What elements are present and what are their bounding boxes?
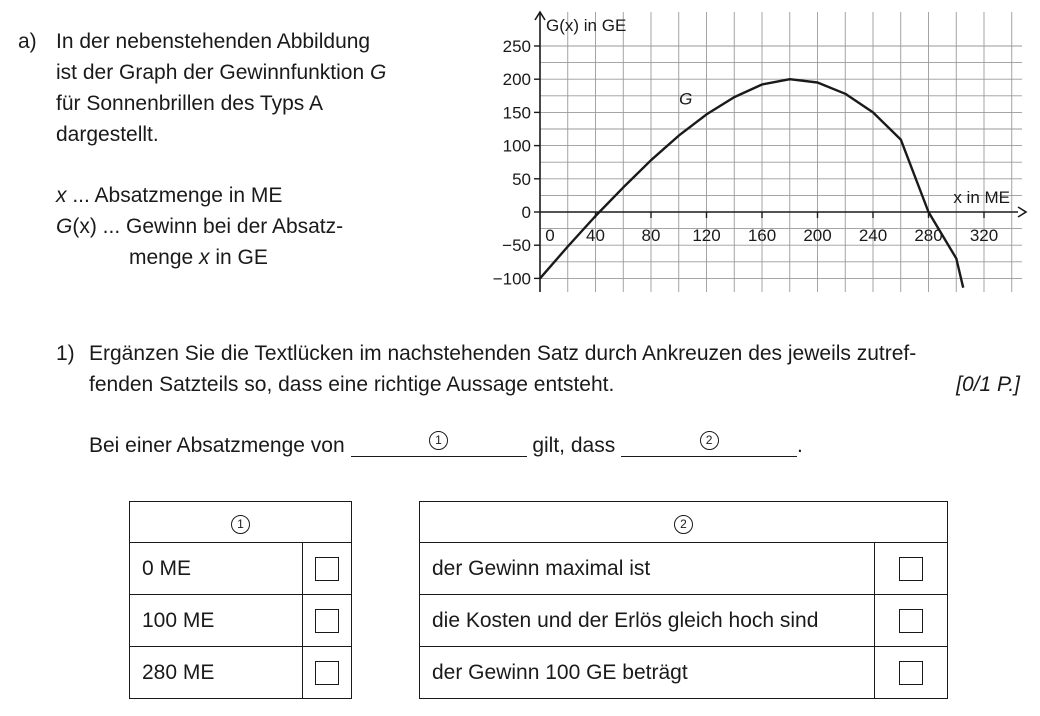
variable-definitions — [56, 180, 343, 273]
checkbox-option-1-a[interactable] — [315, 557, 339, 581]
task-line-2: fenden Satzteils so, dass eine richtige Aussage entsteht. — [89, 373, 615, 396]
y-tick-label: 0 — [521, 203, 531, 222]
options-table-2 — [419, 501, 948, 699]
x-tick-label: 200 — [803, 226, 832, 245]
checkbox-option-2-a[interactable] — [899, 557, 923, 581]
x-tick-label: 320 — [969, 226, 999, 245]
option-label: der Gewinn maximal ist — [420, 543, 875, 595]
cloze-sentence: Bei einer Absatzmenge von 1 gilt, dass 2 . — [89, 430, 803, 461]
option-label: 100 ME — [130, 595, 303, 647]
options-table-1 — [129, 501, 352, 699]
def-g: G(x) ... Gewinn bei der Absatz- — [56, 215, 344, 238]
curve-label: G — [679, 89, 693, 109]
checkbox-option-1-c[interactable] — [315, 661, 339, 685]
task-number: 1) — [56, 342, 75, 365]
y-tick-label: 100 — [502, 136, 531, 156]
table-2-header: 2 — [420, 502, 948, 543]
profit-curve — [540, 79, 963, 288]
table-1-header: 1 — [130, 502, 352, 543]
y-tick-label: −100 — [492, 269, 531, 289]
x-tick-label: 120 — [692, 226, 721, 245]
y-tick-label: 50 — [512, 169, 531, 189]
def-g-cont: menge x in GE — [129, 246, 268, 269]
option-label: 280 ME — [130, 647, 303, 699]
table-row — [420, 595, 948, 647]
profit-function-chart — [470, 8, 1030, 298]
y-tick-label: 200 — [502, 70, 531, 90]
table-row — [130, 543, 352, 595]
x-tick-label: 280 — [914, 226, 943, 245]
function-name: G — [370, 61, 387, 84]
x-tick-label: 40 — [586, 226, 605, 245]
x-tick-label: 0 — [545, 226, 555, 245]
x-tick-label: 240 — [858, 226, 888, 245]
intro-line-2: ist der Graph der Gewinnfunktion G — [56, 61, 387, 84]
option-label: der Gewinn 100 GE beträgt — [420, 647, 875, 699]
part-label: a) — [18, 30, 37, 53]
x-tick-label: 80 — [641, 226, 661, 245]
y-tick-label: 150 — [502, 103, 531, 123]
x-axis-arrow — [1018, 207, 1026, 217]
option-label: 0 ME — [130, 543, 303, 595]
table-row — [420, 647, 948, 699]
points-label: [0/1 P.] — [956, 373, 1020, 396]
checkbox-option-2-c[interactable] — [899, 661, 923, 685]
checkbox-option-2-b[interactable] — [899, 609, 923, 633]
intro-line-1: In der nebenstehenden Abbildung — [56, 30, 371, 53]
task-line-1: Ergänzen Sie die Textlücken im nachstehenden Satz durch Ankreuzen des jeweils zutref- — [89, 342, 917, 365]
intro-text — [56, 26, 386, 150]
intro-line-3: für Sonnenbrillen des Typs A — [56, 92, 323, 115]
gap-2 — [621, 430, 797, 457]
y-tick-label: −50 — [502, 236, 531, 256]
y-axis-label: G(x) in GE — [546, 16, 627, 35]
gap-1 — [351, 430, 527, 457]
x-tick-label: 160 — [747, 226, 777, 245]
option-label: die Kosten und der Erlös gleich hoch sind — [420, 595, 875, 647]
task-text — [89, 338, 916, 400]
x-axis-label: x in ME — [953, 188, 1010, 207]
table-row — [130, 595, 352, 647]
y-tick-label: 250 — [502, 37, 531, 56]
gap-2-marker: 2 — [700, 431, 719, 450]
intro-line-4: dargestellt. — [56, 123, 159, 146]
table-row — [130, 647, 352, 699]
def-x: x ... Absatzmenge in ME — [56, 184, 283, 207]
table-row — [420, 543, 948, 595]
checkbox-option-1-b[interactable] — [315, 609, 339, 633]
gap-1-marker: 1 — [429, 431, 448, 450]
